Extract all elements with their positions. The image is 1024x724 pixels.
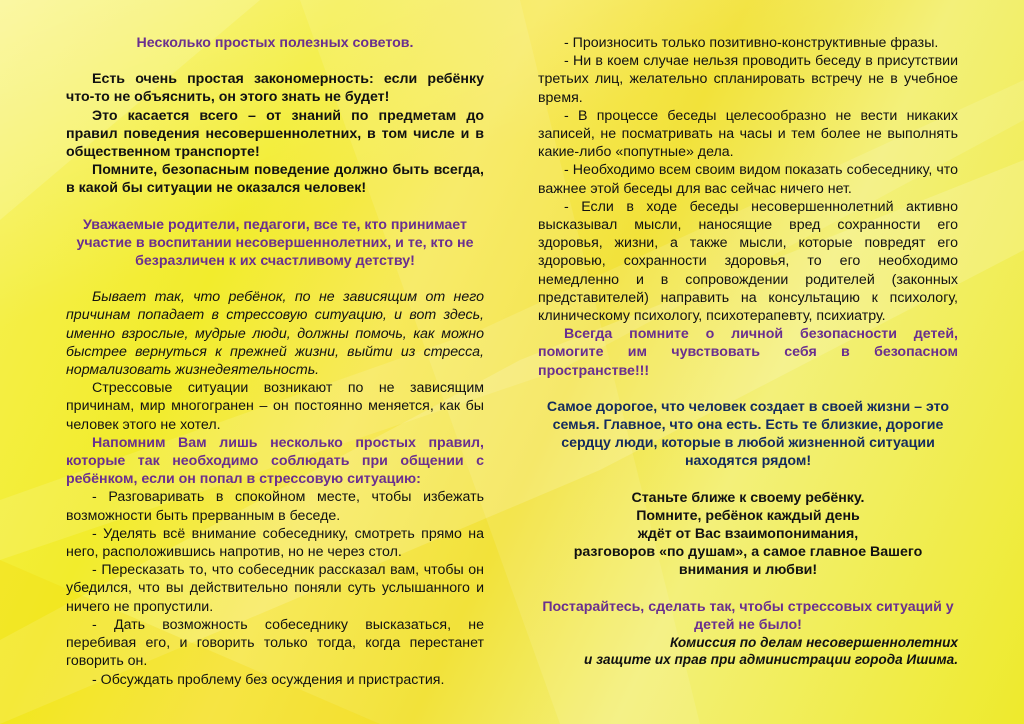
- rule-item: - Необходимо всем своим видом показать собеседнику, что важнее этой беседы для вас сейчас ничего нет.: [538, 162, 958, 197]
- rule-item: - Ни в коем случае нельзя проводить беседу в присутствии третьих лиц, желательно спланировать встречу не в учебное время.: [538, 53, 958, 106]
- remember-safety: Всегда помните о личной безопасности детей, помогите им чувствовать себя в безопасном пространстве!!!: [538, 326, 958, 379]
- stress-paragraph: Стрессовые ситуации возникают по не зависящим причинам, мир многогранен – он постоянно меняется, как бы человек этого не хотел.: [66, 380, 484, 433]
- intro-paragraph: Это касается всего – от знаний по предметам до правил поведения несовершеннолетних, в том числе и в общественном транспорте!: [66, 107, 484, 161]
- try-paragraph: Постарайтесь, сделать так, чтобы стрессовых ситуаций у детей не было!: [542, 598, 954, 633]
- rule-item: - Если в ходе беседы несовершеннолетний активно высказывал мысли, наносящие вред сохранности его здоровья, жизни, а также мысли, которые повредят его здоровью, сохранности здоровья, то его необходимо немедленно и в сопровождении родителей (законных представителей) направить на консультацию к психологу, клиническому психологу, психотерапевту, психиатру.: [538, 198, 958, 325]
- rule-item: - Дать возможность собеседнику высказаться, не перебивая его, и говорить только тогда, когда перестанет говорить он.: [66, 616, 484, 670]
- closer-line: ждёт от Вас взаимопонимания,: [637, 526, 859, 543]
- address-heading: Уважаемые родители, педагоги, все те, кто принимает участие в воспитании несовершеннолетних, и те, кто не безразличен к их счастливому детству!: [76, 216, 474, 270]
- stress-paragraph-italic: Бывает так, что ребёнок, по не зависящим от него причинам попадает в стрессовую ситуацию, и вот здесь, именно взрослые, мудрые люди, должны помочь, как можно быстрее вернуться к прежней жизни, выйти из стресса, нормализовать жизнедеятельность.: [66, 289, 484, 379]
- tips-title: Несколько простых полезных советов.: [136, 35, 414, 51]
- rule-item: - Произносить только позитивно-конструктивные фразы.: [564, 35, 939, 51]
- rule-item: - В процессе беседы целесообразно не вести никаких записей, не посматривать на часы и тем более не выполнять какие-либо «попутные» дела.: [538, 107, 958, 161]
- closer-line: разговоров «по душам», а самое главное Вашего: [573, 544, 923, 561]
- closer-line: Помните, ребёнок каждый день: [636, 507, 860, 524]
- left-column: [66, 34, 484, 689]
- right-column: [538, 34, 958, 668]
- intro-paragraph: Помните, безопасным поведение должно быть всегда, в какой бы ситуации не оказался человек!: [66, 162, 484, 197]
- signature-line: Комиссия по делам несовершеннолетних: [670, 635, 958, 651]
- intro-paragraph: Есть очень простая закономерность: если ребёнку что-то не объяснить, он этого знать не будет!: [66, 71, 484, 106]
- rule-item: - Обсуждать проблему без осуждения и пристрастия.: [92, 671, 445, 688]
- rules-intro: Напомним Вам лишь несколько простых правил, которые так необходимо соблюдать при общении с ребёнком, если он попал в стрессовую ситуацию:: [66, 434, 484, 488]
- signature-line: и защите их прав при администрации города Ишима.: [584, 652, 958, 668]
- rule-item: - Уделять всё внимание собеседнику, смотреть прямо на него, расположившись напротив, но не через стол.: [66, 525, 484, 561]
- family-paragraph: Самое дорогое, что человек создает в своей жизни – это семья. Главное, что она есть. Есть те близкие, дорогие сердцу люди, которые в любой жизненной ситуации находятся рядом!: [546, 398, 950, 470]
- rule-item: - Разговаривать в спокойном месте, чтобы избежать возможности быть прерванным в беседе.: [66, 489, 484, 524]
- closer-line: внимания и любви!: [678, 562, 818, 579]
- rule-item: - Пересказать то, что собеседник рассказал вам, чтобы он убедился, что вы действительно поняли суть услышанного и ничего не пропустили.: [66, 562, 484, 615]
- closer-line: Станьте ближе к своему ребёнку.: [631, 489, 865, 506]
